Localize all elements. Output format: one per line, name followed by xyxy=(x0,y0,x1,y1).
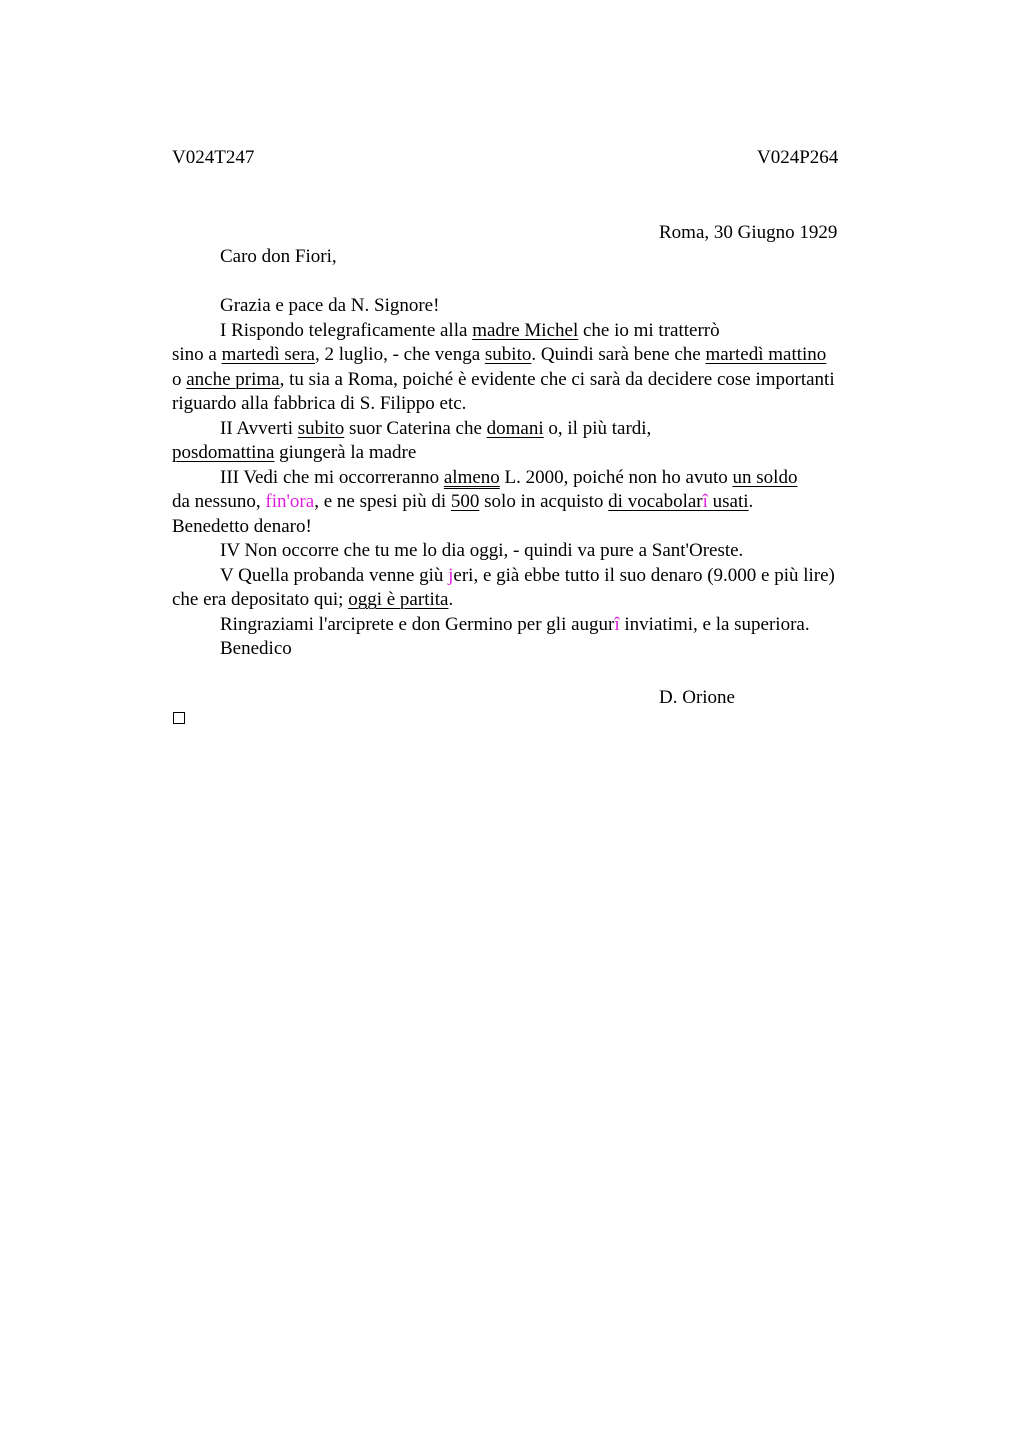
signature: D. Orione xyxy=(659,687,735,708)
underlined-group xyxy=(608,491,748,512)
underlined-text: anche prima xyxy=(186,368,280,390)
header-right-code: V024P264 xyxy=(757,147,839,168)
dateline: Roma, 30 Giugno 1929 xyxy=(659,222,838,243)
underlined-text: posdomattina xyxy=(172,442,275,463)
text-span: V Quella probanda venne giù xyxy=(220,564,449,586)
paragraph-4: IV Non occorre che tu me lo dia oggi, - quindi va pure a Sant'Oreste. xyxy=(220,540,744,561)
paragraph-1-line-1 xyxy=(172,319,902,344)
paragraph-3-line-3: Benedetto denaro! xyxy=(172,515,312,537)
text-span: che era depositato qui; xyxy=(172,589,349,610)
paragraph-6 xyxy=(172,613,902,638)
letter-body xyxy=(172,294,902,662)
salutation: Caro don Fiori, xyxy=(220,246,337,267)
text-span: sino a xyxy=(172,344,222,365)
text-span: . xyxy=(748,491,754,512)
text-span: giungerà la madre xyxy=(274,442,417,463)
closing: Benedico xyxy=(220,638,292,659)
header-left-code: V024T247 xyxy=(172,147,255,168)
paragraph-2-line-2 xyxy=(172,441,902,466)
text-span: suor Caterina che xyxy=(344,417,487,439)
underlined-text: martedì sera xyxy=(221,344,315,365)
text-span: II Avverti xyxy=(220,417,298,439)
greeting: Grazia e pace da N. Signore! xyxy=(220,295,440,316)
underlined-text: subito xyxy=(484,344,532,365)
paragraph-1-line-2 xyxy=(172,343,902,368)
paragraph-1-line-3 xyxy=(172,368,902,393)
underlined-text: martedì mattino xyxy=(705,344,827,365)
text-span: eri, e già ebbe tutto il suo denaro (9.000 e più lire) xyxy=(453,564,835,586)
text-span: Ringraziami l'arciprete e don Germino per gli augur xyxy=(220,613,615,635)
paragraph-3-line-1 xyxy=(172,466,902,491)
double-underlined-text: almeno xyxy=(443,466,500,488)
text-span: , 2 luglio, - che venga xyxy=(314,344,485,365)
paragraph-3-line-2 xyxy=(172,490,902,515)
text-span: , e ne spesi più di xyxy=(314,491,451,512)
text-span: solo in acquisto xyxy=(479,491,609,512)
highlighted-text: j xyxy=(448,564,454,586)
text-span: III Vedi che mi occorreranno xyxy=(220,466,444,488)
underlined-text: 500 xyxy=(450,491,480,512)
underlined-text: subito xyxy=(297,417,345,439)
text-span: o xyxy=(172,368,187,390)
text-span: , tu sia a Roma, poiché è evidente che ci sarà da decidere cose importanti xyxy=(279,368,835,390)
text-span: o, il più tardi, xyxy=(543,417,652,439)
checkbox-square-icon xyxy=(173,712,185,724)
paragraph-1-line-4: riguardo alla fabbrica di S. Filippo etc. xyxy=(172,393,467,414)
text-span: da nessuno, xyxy=(172,491,266,512)
underlined-text: un soldo xyxy=(732,466,798,488)
text-span: inviatimi, e la superiora. xyxy=(619,613,810,635)
underlined-text: domani xyxy=(486,417,544,439)
highlighted-text: fin'ora xyxy=(265,491,315,512)
text-span: usati xyxy=(707,491,749,512)
highlighted-text: î xyxy=(702,491,708,512)
paragraph-2-line-1 xyxy=(172,417,902,442)
paragraph-5-line-2 xyxy=(172,588,902,613)
underlined-text: oggi è partita xyxy=(348,589,449,610)
text-span: . xyxy=(448,589,454,610)
paragraph-5-line-1 xyxy=(172,564,902,589)
text-span: che io mi tratterrò xyxy=(578,319,720,341)
text-span: L. 2000, poiché non ho avuto xyxy=(499,466,733,488)
underlined-text: madre Michel xyxy=(472,319,579,341)
text-span: . Quindi sarà bene che xyxy=(531,344,706,365)
highlighted-text: î xyxy=(614,613,620,635)
text-span: I Rispondo telegraficamente alla xyxy=(220,319,473,341)
text-span: di vocabolar xyxy=(608,491,703,512)
